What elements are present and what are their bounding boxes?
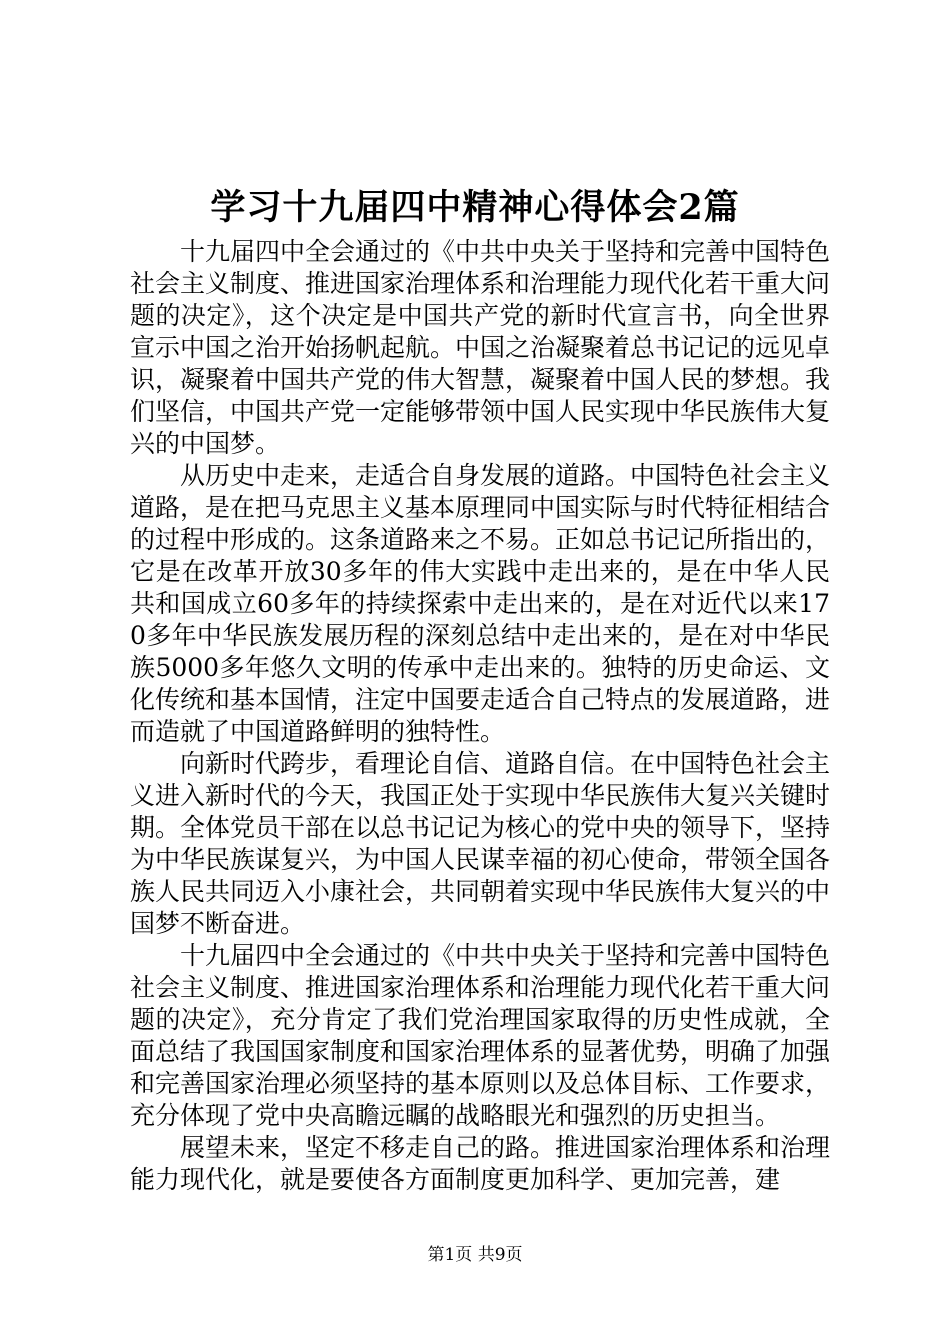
paragraph: 十九届四中全会通过的《中共中央关于坚持和完善中国特色社会主义制度、推进国家治理体系和治理能力现代化若干重大问题的决定》，充分肯定了我们党治理国家取得的历史性成就，全面总结了我国国家制度和国家治理体系的显著优势，明确了加强和完善国家治理必须坚持的基本原则以及总体目标、工作要求，充分体现了党中央高瞻远瞩的战略眼光和强烈的历史担当。	[130, 941, 831, 1130]
paragraph: 向新时代跨步，看理论自信、道路自信。在中国特色社会主义进入新时代的今天，我国正处于实现中华民族伟大复兴关键时期。全体党员干部在以总书记记为核心的党中央的领导下，坚持为中华民族谋复兴，为中国人民谋幸福的初心使命，带领全国各族人民共同迈入小康社会，共同朝着实现中华民族伟大复兴的中国梦不断奋进。	[130, 749, 831, 938]
page-number-footer: 第1页 共9页	[427, 1245, 523, 1265]
paragraph: 展望未来，坚定不移走自己的路。推进国家治理体系和治理能力现代化，就是要使各方面制度更加科学、更加完善，建	[130, 1133, 831, 1194]
document-body	[130, 236, 830, 1196]
paragraph: 十九届四中全会通过的《中共中央关于坚持和完善中国特色社会主义制度、推进国家治理体系和治理能力现代化若干重大问题的决定》，这个决定是中国共产党的新时代宣言书，向全世界宣示中国之治开始扬帆起航。中国之治凝聚着总书记记的远见卓识，凝聚着中国共产党的伟大智慧，凝聚着中国人民的梦想。我们坚信，中国共产党一定能够带领中国人民实现中华民族伟大复兴的中国梦。	[130, 237, 831, 458]
document-title: 学习十九届四中精神心得体会2篇	[210, 187, 740, 228]
paragraph: 从历史中走来，走适合自身发展的道路。中国特色社会主义道路，是在把马克思主义基本原理同中国实际与时代特征相结合的过程中形成的。这条道路来之不易。正如总书记记所指出的，它是在改革开放30多年的伟大实践中走出来的，是在中华人民共和国成立60多年的持续探索中走出来的，是在对近代以来170多年中华民族发展历程的深刻总结中走出来的，是在对中华民族5000多年悠久文明的传承中走出来的。独特的历史命运、文化传统和基本国情，注定中国要走适合自己特点的发展道路，进而造就了中国道路鲜明的独特性。	[130, 461, 831, 746]
